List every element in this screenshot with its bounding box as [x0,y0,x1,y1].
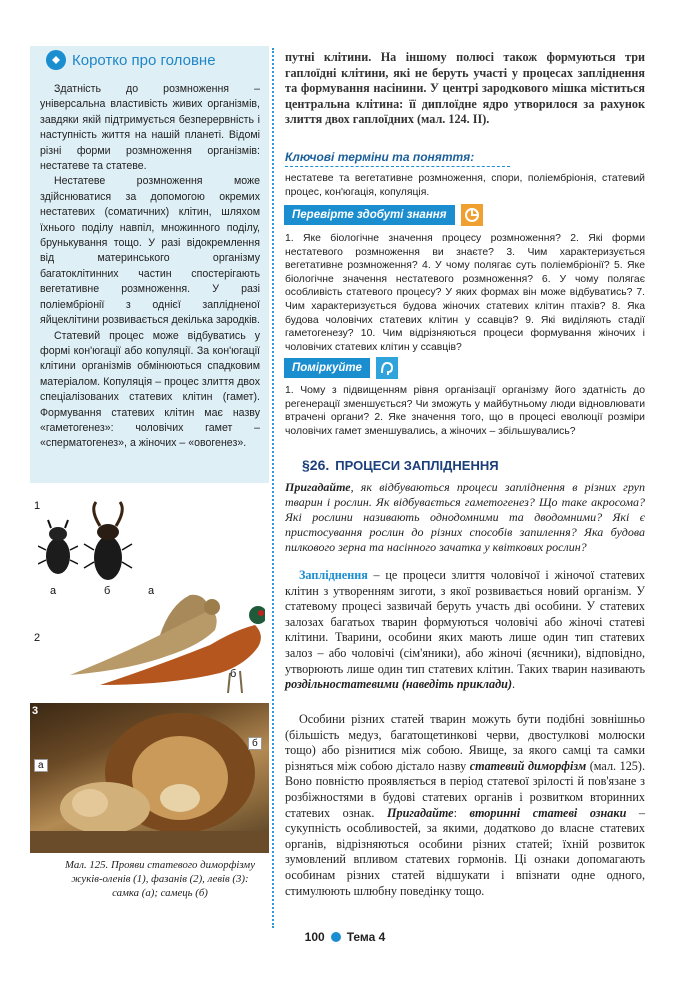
term-fertilization: Запліднення [299,568,368,582]
figure-label-2b: б [230,668,237,680]
text-run: : [453,805,470,820]
lions-photo [30,703,269,853]
key-terms-title: Ключові терміни та поняття: [285,150,510,167]
paragraph-heading [302,457,499,473]
think-questions: 1. Чому з підвищенням рівня організації організму його здатність до регенерації зменшується? Чи зможуть у майбутньому люди відновлювати втрачені органи? 2. Яке значення того, що в процесі еволюції розміри чоловічих гамет зменшувались, а жіночих – збільшувались? [285,385,645,437]
intro-lead: Пригадайте [285,480,351,494]
summary-header [46,50,216,70]
think-title: Поміркуйте [284,358,370,378]
lions-image [30,703,269,853]
summary-logo-icon [46,50,66,70]
text-run: (мал. 125). Воно повністю проявляється в період статевої зрілості й пов'язане з розбіжностями в будові статевих органів і розвитком вторинних статевих ознак. [285,758,645,820]
column-divider [272,48,274,928]
term-recall: Пригадайте [387,805,454,820]
page-number: 100 [304,930,325,944]
think-header [284,357,398,379]
footer-dot-icon [331,932,341,942]
figure-label-3a: а [34,759,48,772]
text-run: – сукупність особливостей, за якими, додатково до власне статевих органів, відрізняються особини різних статей; їхній розвиток зумовлений впливом статевих гормонів. Ці ознаки допомагають особинам різних статей відшукати і впізнати одне одного, стимулюють шлюбну поведінку тощо. [285,805,646,898]
key-terms-text: нестатеве та вегетативне розмноження, спори, поліембріонія, статевий процес, кон'югація, копуляція. [285,173,645,198]
stag-beetle-male-image [82,500,134,584]
figure-label-2: 2 [34,632,41,644]
check-knowledge-title: Перевірте здобуті знання [284,205,455,225]
paragraph-intro [285,480,645,555]
text-run: Особини різних статей тварин можуть бути подібні зовнішньо (більшість медуз, багатощетинкові черви, двостулкові молюски тощо) або різнитися між собою. Явище, за якого самці та самки різняться між собою дістало назву [285,712,645,773]
term-sexual-dimorphism: статевий диморфізм [469,758,587,773]
page-footer [0,930,690,944]
intro-text: , як відбуваються процеси запліднення в різних груп тварин і рослин. Як відбувається гаметогенез? Що таке акросома? Які рослини називають однодомними та дводомними? Які є пристосування рослин до різних способів запилення? Яка будова пилкового зерна та насінного зачатка у квіткових рослин? [285,480,645,554]
figure-label-1: 1 [34,500,41,512]
think-icon [376,357,398,379]
figure-label-2a: а [148,585,155,597]
figure-label-1b: б [104,585,111,597]
topic-label: Тема 4 [346,930,386,944]
figure-label-3b: б [248,737,262,750]
top-text: путні клітини. На іншому полюсі також формуються три гаплоїдні клітини, які не беруть участі у процесах запліднення та формування насінини. У центрі зародкового мішка міститься центральна клітина: її диплоїдне ядро утворилося за рахунок злиття двох гаплоїдних (мал. 124. II). [285,50,645,127]
check-knowledge-header [284,204,483,226]
figure-label-1a: а [50,585,57,597]
summary-title: Коротко про головне [72,51,216,69]
summary-body [40,82,260,452]
text-run: . [512,677,516,692]
figure-caption: Мал. 125. Прояви статевого диморфізму жуків-оленів (1), фазанів (2), левів (3): самка (а); самець (б) [65,859,255,899]
paragraph-number: §26. [302,457,330,473]
figure-label-3: 3 [32,705,39,717]
term-dioecious: роздільностатевими (наведіть приклади) [285,677,512,692]
stag-beetle-female-image [38,510,78,580]
check-knowledge-icon [461,204,483,226]
summary-paragraph-2: Нестатеве розмноження може здійснюватися за допомогою окремих нестатевих (соматичних) клітин, шляхом їхнього поділу навпіл, множинного поділу, брунькування тощо. У разі відокремлення від материнського організму багатоклітинних частин спостерігають вегетативне розмноження. У разі поліембріонії з однієї заплідненої яйцеклітини розвивається декілька зародків. [40,175,260,327]
paragraph-text-2 [285,712,645,899]
summary-paragraph-3: Статевий процес може відбуватись у формі кон'югації або копуляції. За кон'югації клітини організмів обмінюються спадковим матеріалом. Копуляція – процес злиття двох спеціалізованих статевих клітин (гамет). Формування статевих клітин має назву «гаметогенез»: чоловічих гамет – «сперматогенез», а жіночих – «овогенез». [40,329,260,450]
key-terms-block [285,150,645,199]
paragraph-title: ПРОЦЕСИ ЗАПЛІДНЕННЯ [335,457,499,473]
term-secondary-traits: вторинні статеві ознаки [469,805,627,820]
check-knowledge-questions: 1. Яке біологічне значення процесу розмноження? 2. Які форми нестатевого розмноження ви знаєте? 3. Чим характеризується вегетативне розмноження? 4. У чому полягає суть поліембріонії? 5. Яке біологічне значення нестатевого розмноження? 6. У чому полягає особливість статевого процесу? У яких формах він може відбуватись? 7. Чим характеризується будова жіночих статевих клітин птахів? 8. Яка будова чоловічих статевих клітин у ссавців? 9. Які виділяють стадії гаметогенезу? 10. Чим відрізняються процеси формування жіночих і чоловічих статевих клітин у ссавців? [285,233,645,353]
summary-paragraph-1: Здатність до розмноження – універсальна властивість живих організмів, завдяки якій підтримується безперервність і наступність життя на нашій планеті. Відомі різні форми розмноження організмів: нестатеве та статеве. [40,83,260,173]
paragraph-text-1 [285,568,645,693]
text-run: – це процеси злиття чоловічої і жіночої статевих клітин з утворенням зиготи, з якої розвивається новий організм. У статевому процесі зазвичай беруть участь дві особини. У статевих залозах багатьох тварин формуються чоловічі або жіночі статеві клітини. Тварини, особини яких мають лише один тип статевих залоз – або чоловічі (сім'яники), або жіночі (яєчники), відповідно, утворюють лише один тип статевих клітин. Таких тварин називають [285,568,645,676]
